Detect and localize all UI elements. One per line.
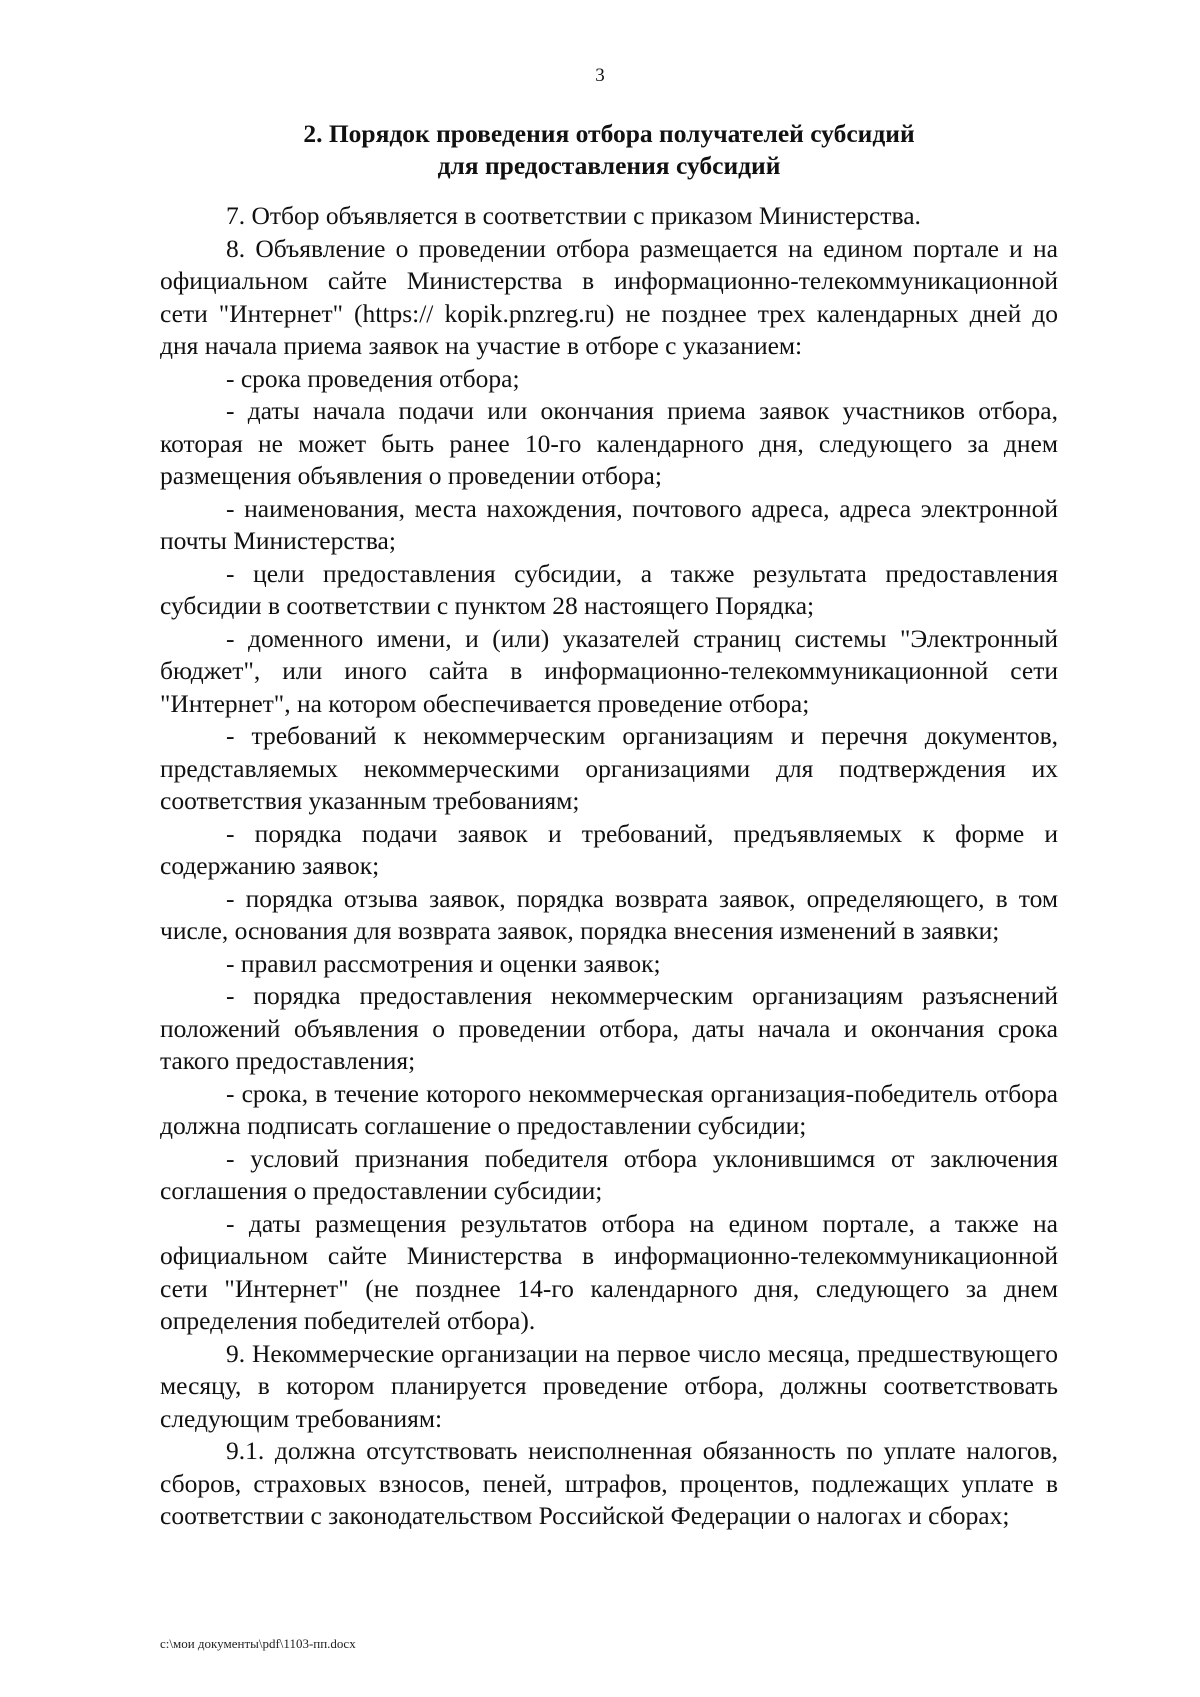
list-item: - порядка подачи заявок и требований, предъявляемых к форме и содержанию заявок; [160, 818, 1058, 880]
section-title [160, 118, 1058, 182]
list-item: - порядка отзыва заявок, порядка возврата заявок, определяющего, в том числе, основания для возврата заявок, порядка внесения изменений в заявки; [160, 883, 1058, 945]
list-item: - цели предоставления субсидии, а также результата предоставления субсидии в соответствии с пунктом 28 настоящего Порядка; [160, 558, 1058, 620]
list-item: - даты размещения результатов отбора на едином портале, а также на официальном сайте Министерства в информационно-телекоммуникационной сети "Интернет" (не позднее 14-го календарного дня, следующего за днем определения победителей отбора). [160, 1208, 1058, 1335]
list-item: - правил рассмотрения и оценки заявок; [226, 948, 661, 978]
list-item: - условий признания победителя отбора уклонившимся от заключения соглашения о предоставлении субсидии; [160, 1143, 1058, 1205]
paragraph-8: 8. Объявление о проведении отбора размещается на едином портале и на официальном сайте Министерства в информационно-телекоммуникационной сети "Интернет" (https:// kopik.pnzreg.ru) не позднее трех календарных дней до дня начала приема заявок на участие в отборе с указанием: [160, 233, 1058, 360]
list-item: - требований к некоммерческим организациям и перечня документов, представляемых некоммерческими организациями для подтверждения их соответствия указанным требованиям; [160, 721, 1058, 815]
paragraph-9: 9. Некоммерческие организации на первое число месяца, предшествующего месяцу, в котором планируется проведение отбора, должны соответствовать следующим требованиям: [160, 1338, 1058, 1433]
paragraph-7: 7. Отбор объявляется в соответствии с приказом Министерства. [226, 201, 921, 230]
paragraph-9-1: 9.1. должна отсутствовать неисполненная обязанность по уплате налогов, сборов, страховых взносов, пеней, штрафов, процентов, подлежащих уплате в соответствии с законодательством Российской Федерации о налогах и сборах; [160, 1436, 1058, 1530]
section-title-line-1: 2. Порядок проведения отбора получателей субсидий [303, 119, 915, 148]
list-item: - доменного имени, и (или) указателей страниц системы "Электронный бюджет", или иного сайта в информационно-телекоммуникационной сети "Интернет", на котором обеспечивается проведение отбора; [160, 623, 1058, 718]
footer-file-path: c:\мои документы\pdf\1103-пп.docx [160, 1636, 356, 1651]
section-title-line-2: для предоставления субсидий [437, 151, 781, 180]
document-body [160, 200, 1058, 1533]
list-item: - срока, в течение которого некоммерческая организация-победитель отбора должна подписать соглашение о предоставлении субсидии; [160, 1078, 1058, 1140]
list-item: - срока проведения отбора; [226, 363, 520, 393]
list-item: - порядка предоставления некоммерческим организациям разъяснений положений объявления о проведении отбора, даты начала и окончания срока такого предоставления; [160, 981, 1058, 1075]
list-item: - даты начала подачи или окончания приема заявок участников отбора, которая не может быть ранее 10-го календарного дня, следующего за днем размещения объявления о проведении отбора; [160, 396, 1058, 490]
page-number: 3 [595, 65, 605, 86]
list-item: - наименования, места нахождения, почтового адреса, адреса электронной почты Министерства; [160, 493, 1058, 555]
